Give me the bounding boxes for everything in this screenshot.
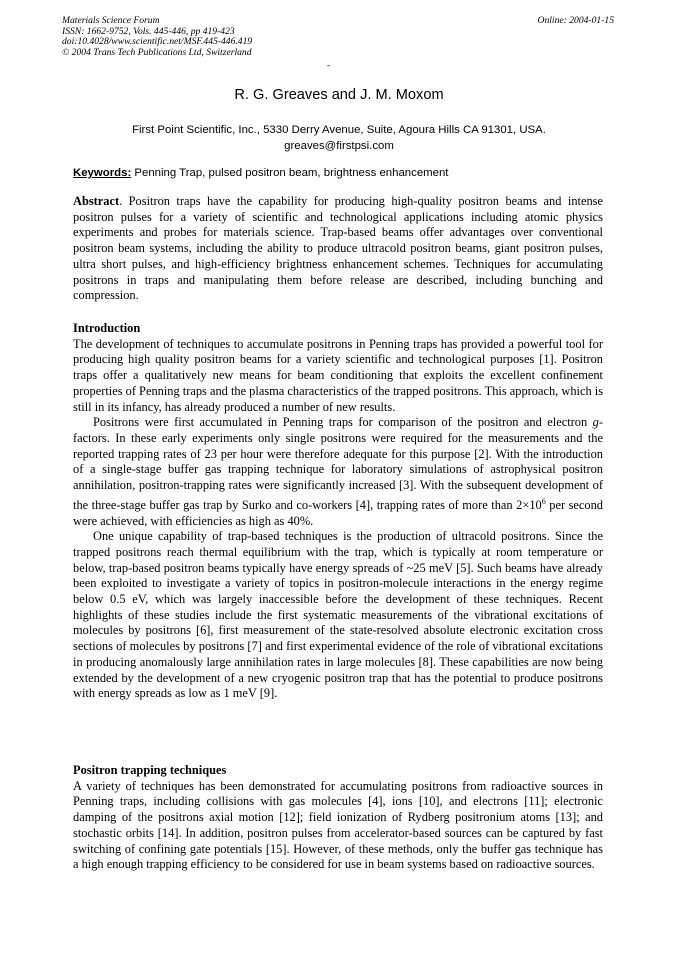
intro-paragraph-3: One unique capability of trap-based techniques is the production of ultracold positrons. Since the trapped positrons reach thermal equilibrium with the trap, which is typically at room temperature or below, trap-based positron beams typically have energy spreads of ~25 meV [5]. Such beams have already been exploited to investigate a variety of topics in positron-molecule interactions in the energy regime below 0.5 eV, which was largely inaccessible before the development of these techniques. Recent highlights of these studies include the first systematic measurements of the vibrational excitations of molecules by positrons [6], first measurement of the state-resolved absolute electronic excitation cross sections of molecules by positrons [7] and first experimental evidence of the role of vibrational excitations in producing anomalously large annihilation rates in large molecules [8]. These capabilities are now being extended by the development of a new cryogenic positron trap that has the potential to produce positrons with energy spreads as low as 1 meV [9]. — [73, 529, 603, 701]
intro-paragraph-1: The development of techniques to accumulate positrons in Penning traps has provided a powerful tool for producing high quality positron beams for a variety scientific and technological purposes [1]. Positron traps offer a qualitatively new means for beam conditioning that exploits the excellent confinement properties of Penning traps and the plasma characteristics of the trapped positrons. This approach, which is still in its infancy, has already produced a number of new results. — [73, 336, 604, 414]
abstract — [73, 194, 603, 304]
journal-name: Materials Science Forum — [62, 15, 160, 26]
trapping-paragraph-1: A variety of techniques has been demonstrated for accumulating positrons from radioactive sources in Penning traps, including collisions with gas molecules [4], ions [10], and electrons [11]; electronic damping of the positrons axial motion [12]; field ionization of Rydberg positronium atoms [13]; and stochastic orbits [14]. In addition, positron pulses from accelerator-based sources can be captured by fast switching of confining gate potentials [15]. However, of these methods, only the buffer gas technique has a high enough trapping efficiency to be considered for use in beam systems based on radioactive sources. — [73, 778, 603, 872]
abstract-text: . Positron traps have the capability for producing high-quality positron beams and intense positron pulses for a variety of scientific and technological applications including atomic physics experiments and probes for materials science. Trap-based beams offer advantages over conventional positron beam systems, including the ability to produce ultracold positron beams, giant positron pulses, ultra short pulses, and high-efficiency brightness enhancement schemes. Techniques for accumulating positrons in traps and manipulating them before release are described, including bunching and compression. — [73, 194, 603, 303]
online-date: Online: 2004-01-15 — [537, 15, 614, 26]
intro-p2-g: g — [592, 415, 599, 430]
introduction-section — [73, 321, 603, 702]
trapping-heading: Positron trapping techniques — [73, 763, 227, 777]
intro-paragraph-2 — [73, 415, 603, 529]
copyright-line: © 2004 Trans Tech Publications Ltd, Switzerland — [62, 46, 252, 58]
authors: R. G. Greaves and J. M. Moxom — [234, 87, 444, 103]
issn-line: ISSN: 1662-9752, Vols. 445-446, pp 419-423 — [62, 25, 235, 37]
intro-p2-text-a: Positrons were first accumulated in Penning traps for comparison of the positron and electron — [93, 415, 593, 430]
intro-p2-text-b: -factors. In these early experiments only single positrons were required for the measurements and the reported trapping rates of 23 per hour were therefore adequate for this purpose [2]. With the introduction of a single-stage buffer gas trapping technique for laboratory simulations of astrophysical positron annihilation, positron-trapping rates were significantly increased [3]. With the subsequent development of the three-stage buffer gas trap by Surko and co-workers [4], trapping rates of more than 2×10 — [73, 415, 603, 512]
intro-p2-exponent: 6 — [541, 496, 546, 506]
keywords-text: Penning Trap, pulsed positron beam, brightness enhancement — [131, 167, 449, 179]
keywords-label: Keywords: — [73, 167, 132, 179]
trapping-section — [73, 763, 603, 873]
doi-line: doi:10.4028/www.scientific.net/MSF.445-446.419 — [62, 36, 253, 48]
keywords — [73, 167, 448, 179]
email: greaves@firstpsi.com — [284, 140, 394, 152]
intro-p2-text-c: per second were achieved, with efficiencies as high as 40%. — [73, 497, 603, 528]
journal-header — [62, 16, 252, 58]
stray-mark: - — [327, 60, 330, 70]
abstract-label: Abstract — [73, 194, 120, 208]
affiliation-block — [0, 122, 678, 154]
introduction-heading: Introduction — [73, 321, 141, 335]
affiliation: First Point Scientific, Inc., 5330 Derry Avenue, Suite, Agoura Hills CA 91301, USA. — [132, 124, 546, 136]
